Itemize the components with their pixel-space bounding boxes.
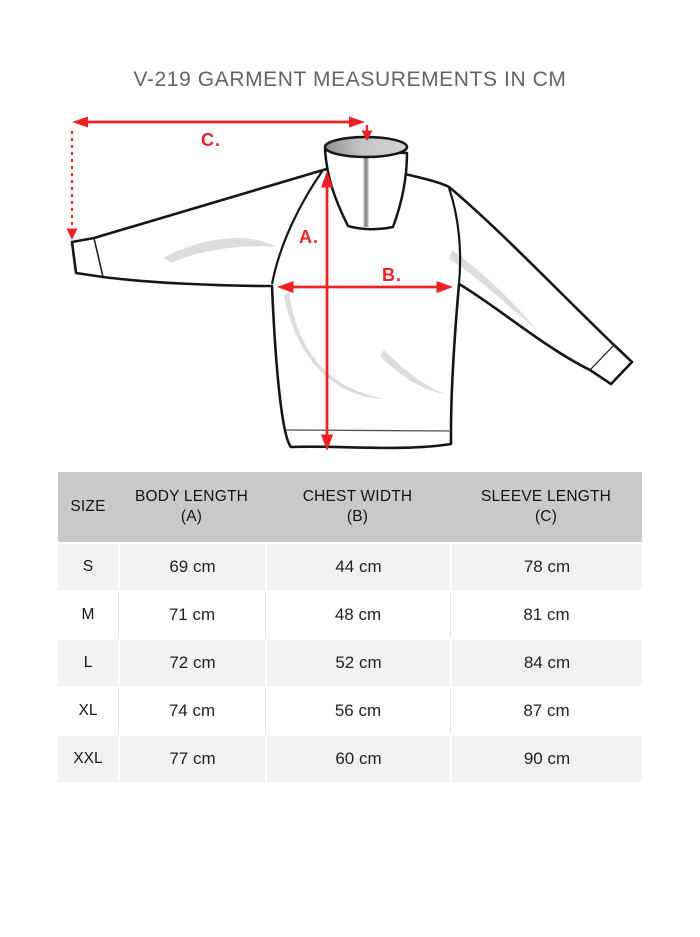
cell-size: M: [58, 592, 118, 638]
header-body-length-sub: (A): [180, 508, 203, 525]
cell-body-length: 72 cm: [118, 640, 265, 686]
header-sleeve-length: [450, 472, 642, 542]
table-row-s: [58, 544, 642, 590]
header-size: [58, 472, 118, 542]
cell-size: XL: [58, 688, 118, 734]
table-row-xxl: [58, 736, 642, 782]
measure-b-label: B.: [382, 265, 402, 285]
cell-size: L: [58, 640, 118, 686]
cell-body-length: 77 cm: [118, 736, 265, 782]
header-body-length-label: BODY LENGTH: [134, 487, 249, 505]
header-body-length: [118, 472, 265, 542]
cell-sleeve-length: 90 cm: [450, 736, 642, 782]
cell-size: XXL: [58, 736, 118, 782]
garment-measurement-diagram: [0, 100, 700, 460]
cell-body-length: 69 cm: [118, 544, 265, 590]
table-row-xl: [58, 688, 642, 734]
header-chest-width: [265, 472, 450, 542]
header-chest-width-sub: (B): [346, 508, 369, 525]
size-chart-header-row: [58, 472, 642, 542]
cell-chest-width: 56 cm: [265, 688, 450, 734]
cell-body-length: 74 cm: [118, 688, 265, 734]
cell-sleeve-length: 78 cm: [450, 544, 642, 590]
collar-opening: [325, 137, 407, 157]
cell-size: S: [58, 544, 118, 590]
cell-body-length: 71 cm: [118, 592, 265, 638]
table-row-l: [58, 640, 642, 686]
page-title: V-219 GARMENT MEASUREMENTS IN CM: [133, 68, 567, 91]
header-chest-width-label: CHEST WIDTH: [302, 487, 413, 505]
header-sleeve-length-label: SLEEVE LENGTH: [480, 487, 612, 505]
measure-a-label: A.: [299, 227, 319, 247]
cell-chest-width: 44 cm: [265, 544, 450, 590]
cell-sleeve-length: 87 cm: [450, 688, 642, 734]
garment-diagram-svg: [0, 100, 700, 460]
measure-c-label: C.: [201, 130, 221, 150]
cell-sleeve-length: 81 cm: [450, 592, 642, 638]
size-chart-table: [58, 472, 642, 782]
cell-chest-width: 48 cm: [265, 592, 450, 638]
header-sleeve-length-sub: (C): [534, 508, 558, 525]
table-row-m: [58, 592, 642, 638]
cell-sleeve-length: 84 cm: [450, 640, 642, 686]
cell-chest-width: 52 cm: [265, 640, 450, 686]
header-size-label: SIZE: [70, 497, 106, 515]
cell-chest-width: 60 cm: [265, 736, 450, 782]
